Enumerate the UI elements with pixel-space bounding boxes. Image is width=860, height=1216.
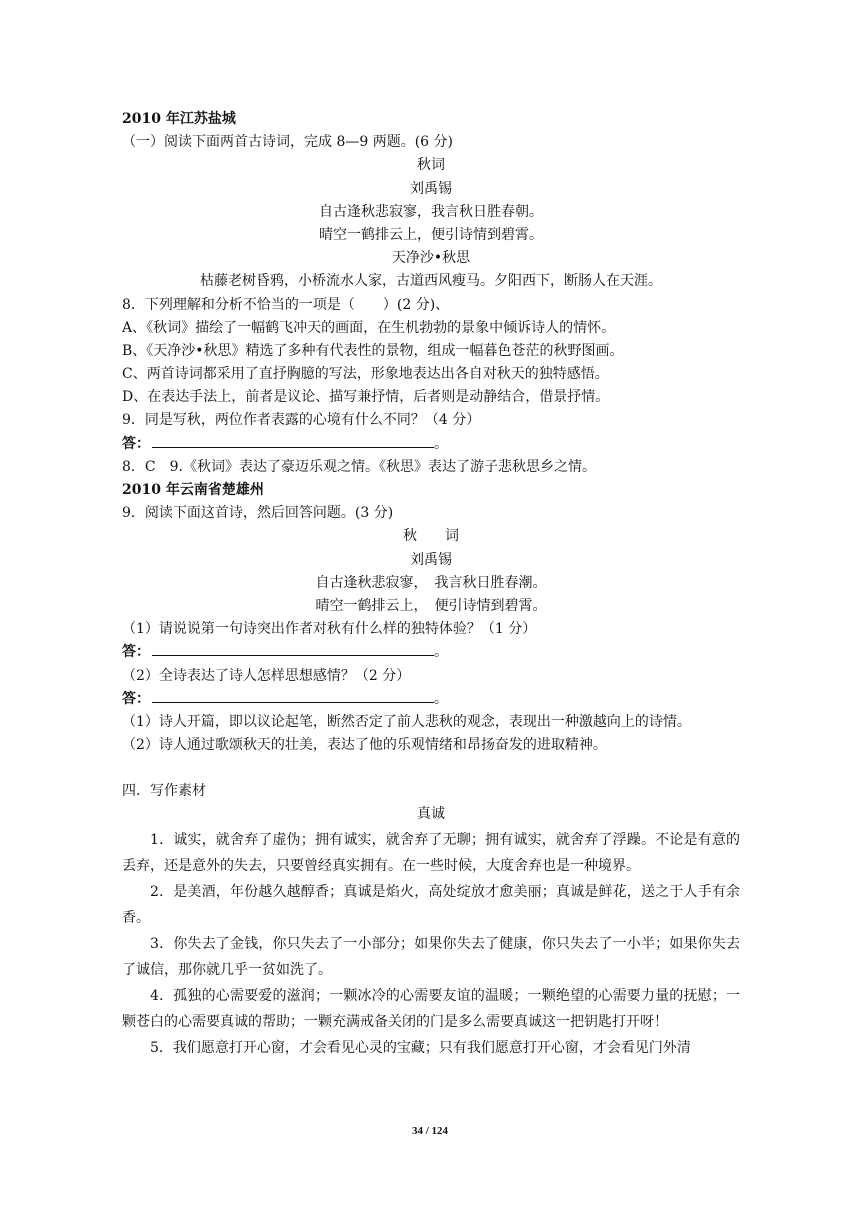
answer-end: 。 (434, 644, 448, 661)
answer-blank[interactable] (152, 688, 434, 703)
answer-key: 8．C 9.《秋词》表达了豪迈乐观之情。《秋思》表达了游子悲秋思乡之情。 (122, 458, 596, 475)
section-heading: 四．写作素材 (122, 783, 206, 800)
paragraph: 1．诚实，就舍弃了虚伪；拥有诚实，就舍弃了无聊；拥有诚实，就舍弃了浮躁。不论是有意的丢弃，还是意外的失去，只要曾经真实拥有。在一些时候，大度舍弃也是一种境界。 (122, 831, 740, 874)
spacer (122, 757, 740, 780)
answer-label: 答： (122, 644, 150, 661)
answer-end: 。 (434, 690, 448, 707)
essay-title: 真诚 (417, 806, 445, 823)
answer-line (122, 641, 740, 664)
poem-title: 秋词 (417, 157, 445, 174)
paragraph: 4．孤独的心需要爱的滋润；一颗冰冷的心需要友谊的温暖；一颗绝望的心需要力量的抚慰；一颗苍白的心需要真诚的帮助；一颗充满戒备关闭的门是多么需要真诚这一把钥匙打开呀！ (122, 987, 740, 1030)
paragraph: 5．我们愿意打开心窗，才会看见心灵的宝藏；只有我们愿意打开心窗，才会看见门外清 (150, 1039, 691, 1056)
answer-line (122, 688, 740, 711)
option-b: B、《天净沙•秋思》精选了多种有代表性的景物，组成一幅暮色苍茫的秋野图画。 (122, 342, 624, 359)
answer-label: 答： (122, 690, 150, 707)
poem-author: 刘禹锡 (410, 551, 452, 568)
section-heading: 2010 年云南省楚雄州 (122, 482, 264, 498)
question-intro: （一）阅读下面两首古诗词，完成 8—9 两题。(6 分) (122, 134, 453, 151)
poem-line: 自古逢秋悲寂寥，我言秋日胜春朝。 (319, 203, 543, 220)
answer-end: 。 (434, 435, 448, 452)
sub-question-1: （1）请说说第一句诗突出作者对秋有什么样的独特体验？（1 分） (122, 621, 537, 638)
poem-title: 秋 词 (403, 528, 459, 545)
poem-author: 刘禹锡 (410, 180, 452, 197)
answer-blank[interactable] (152, 433, 434, 448)
section-heading: 2010 年江苏盐城 (122, 111, 236, 127)
document-page (122, 108, 740, 1061)
poem-line: 枯藤老树昏鸦，小桥流水人家，古道西风瘦马。夕阳西下，断肠人在天涯。 (200, 273, 662, 290)
answer-key-2: （2）诗人通过歌颂秋天的壮美，表达了他的乐观情绪和昂扬奋发的进取精神。 (122, 737, 607, 754)
answer-blank[interactable] (152, 641, 434, 656)
poem-title: 天净沙•秋思 (391, 250, 471, 267)
page-number: 34 / 124 (411, 1125, 449, 1137)
answer-line (122, 433, 740, 456)
paragraph: 2．是美酒，年份越久越醇香；真诚是焰火，高处绽放才愈美丽；真诚是鲜花，送之于人手有余香。 (122, 883, 740, 926)
question-9: 9．同是写秋，两位作者表露的心境有什么不同？（4 分） (122, 412, 481, 429)
poem-line: 自古逢秋悲寂寥， 我言秋日胜春潮。 (315, 574, 547, 591)
answer-label: 答： (122, 435, 150, 452)
option-d: D、在表达手法上，前者是议论、描写兼抒情，后者则是动静结合，借景抒情。 (122, 389, 610, 406)
option-a: A、《秋词》描绘了一幅鹤飞冲天的画面，在生机勃勃的景象中倾诉诗人的情怀。 (122, 319, 616, 336)
question-8: 8．下列理解和分析不恰当的一项是（ ）(2 分)、 (122, 296, 450, 313)
poem-line: 晴空一鹤排云上，便引诗情到碧霄。 (319, 226, 543, 243)
sub-question-2: （2）全诗表达了诗人怎样思想感情？（2 分） (122, 667, 411, 684)
option-c: C、两首诗词都采用了直抒胸臆的写法，形象地表达出各自对秋天的独特感悟。 (122, 366, 609, 383)
answer-key-1: （1）诗人开篇，即以议论起笔，断然否定了前人悲秋的观念，表现出一种激越向上的诗情。 (122, 713, 691, 730)
paragraph: 3．你失去了金钱，你只失去了一小部分；如果你失去了健康，你只失去了一小半；如果你失去了诚信，那你就几乎一贫如洗了。 (122, 935, 740, 978)
question-intro: 9．阅读下面这首诗，然后回答问题。(3 分) (122, 505, 394, 522)
poem-line: 晴空一鹤排云上， 便引诗情到碧霄。 (315, 597, 547, 614)
